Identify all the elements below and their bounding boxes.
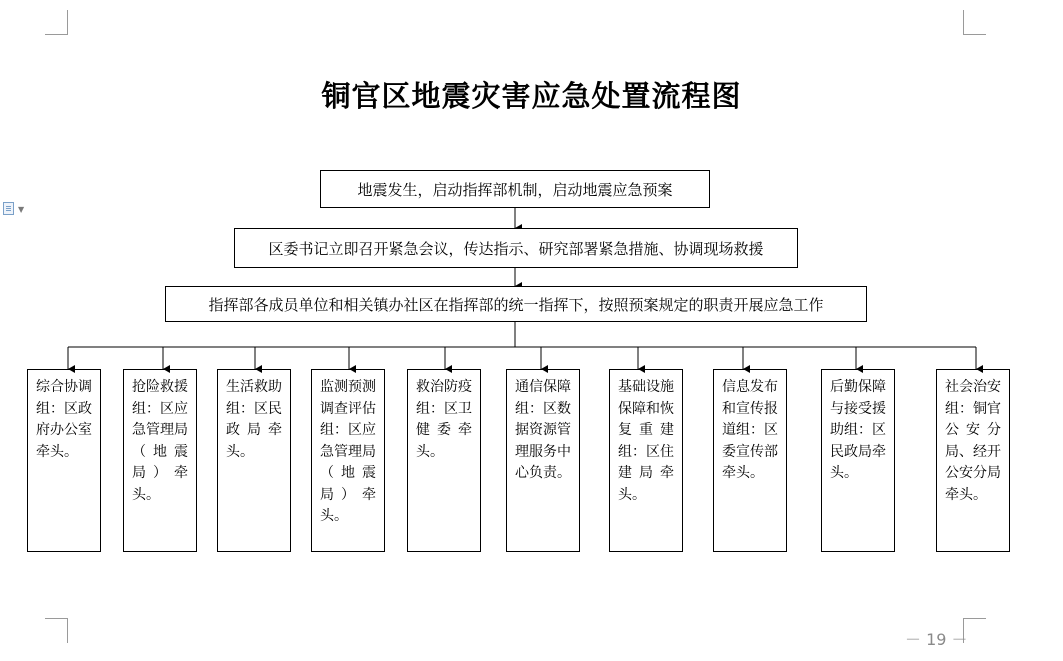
group-public-security [936,369,1010,552]
page-title: 铜官区地震灾害应急处置流程图 [321,79,742,113]
step-text: 地震发生，启动指挥部机制，启动地震应急预案 [357,180,673,199]
group-text: 综合协调组：区政府办公室牵头。 [36,379,92,460]
step-emergency-meeting [234,228,798,268]
step-member-units-respond [165,286,867,322]
group-information-publicity [713,369,787,552]
group-living-relief [217,369,291,552]
group-text: 后勤保障与接受援助组：区民政局牵头。 [830,379,886,481]
group-text: 监测预测调查评估组：区应急管理局（地震局）牵头。 [320,379,376,524]
group-text: 救治防疫组：区卫健委牵头。 [416,379,472,460]
group-text: 抢险救援组：区应急管理局（地震局）牵头。 [132,379,188,503]
group-text: 社会治安组：铜官公安分局、经开公安分局牵头。 [945,379,1001,503]
step-text: 指挥部各成员单位和相关镇办社区在指挥部的统一指挥下，按照预案规定的职责开展应急工作 [208,295,824,314]
group-rescue [123,369,197,552]
group-medical-epidemic [407,369,481,552]
group-text: 信息发布和宣传报道组：区委宣传部牵头。 [722,379,778,481]
step-earthquake-occurs [320,170,710,208]
group-logistics-aid [821,369,895,552]
step-text: 区委书记立即召开紧急会议，传达指示、研究部署紧急措施、协调现场救援 [268,239,764,258]
page-number: － 19 － [905,630,968,649]
group-comprehensive-coordination [27,369,101,552]
group-monitoring-assessment [311,369,385,552]
group-text: 基础设施保障和恢复重建组：区住建局牵头。 [618,379,674,503]
group-text: 生活救助组：区民政局牵头。 [226,379,282,460]
group-infrastructure-recovery [609,369,683,552]
group-text: 通信保障组：区数据资源管理服务中心负责。 [515,379,571,481]
group-communication [506,369,580,552]
dropdown-arrow-icon[interactable]: ▼ [18,205,25,214]
